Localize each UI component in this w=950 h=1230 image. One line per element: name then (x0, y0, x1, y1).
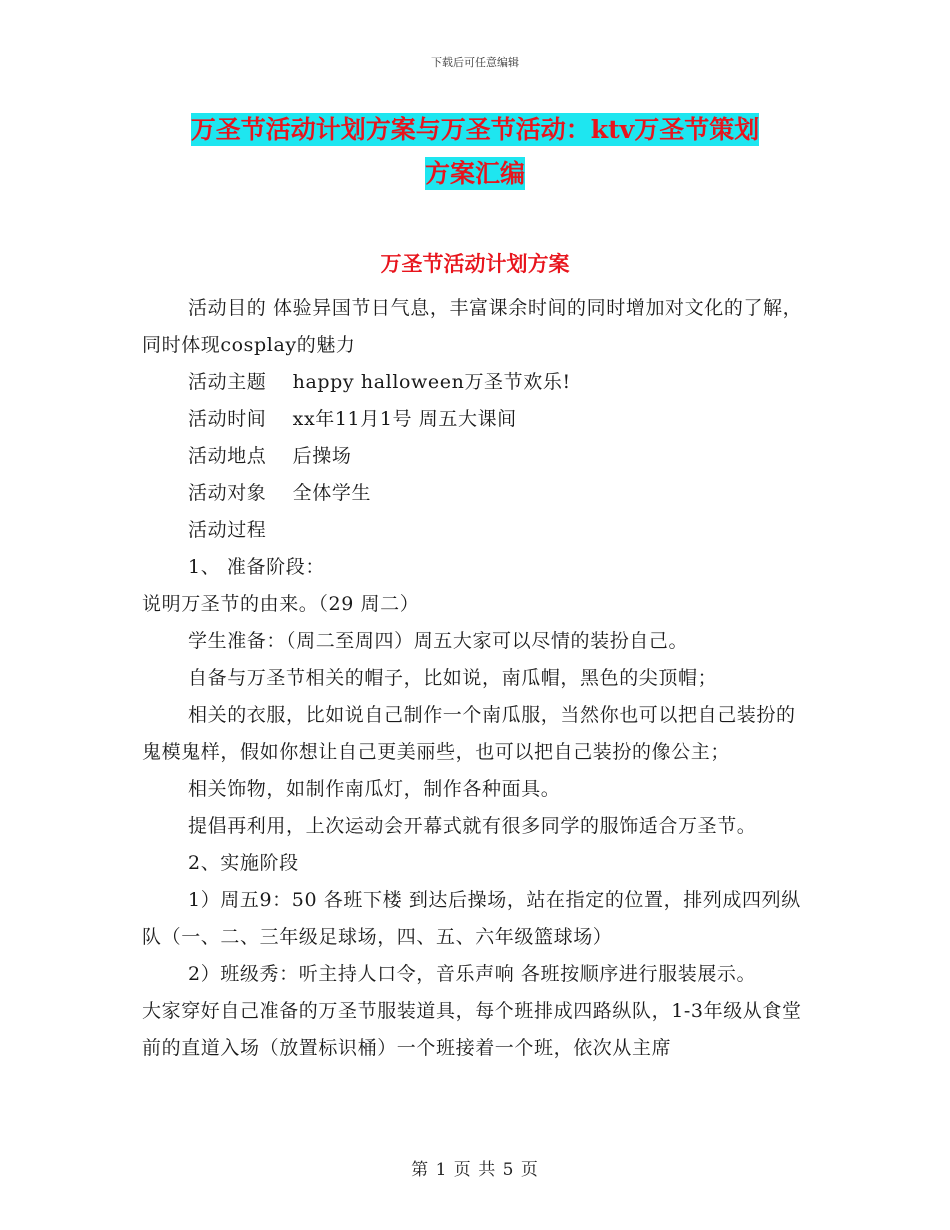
document-body (142, 290, 812, 1067)
paragraph-step-1: 1）周五9：50 各班下楼 到达后操场，站在指定的位置，排列成四列纵队（一、二、三年级足球场，四、五、六年级篮球场） (142, 889, 801, 948)
paragraph-process: 活动过程 (188, 519, 267, 541)
paragraph-clothes: 相关的衣服，比如说自己制作一个南瓜服，当然你也可以把自己装扮的鬼模鬼样，假如你想让自己更美丽些，也可以把自己装扮的像公主； (142, 704, 796, 763)
page-footer-number: 第 1 页 共 5 页 (411, 1160, 539, 1180)
paragraph-student-prep: 学生准备：（周二至周四）周五大家可以尽情的装扮自己。 (188, 630, 689, 652)
paragraph-stage-2: 2、实施阶段 (188, 852, 299, 874)
paragraph-hats: 自备与万圣节相关的帽子，比如说，南瓜帽，黑色的尖顶帽； (188, 667, 718, 689)
document-title-line-2: 方案汇编 (424, 159, 525, 188)
document-title (140, 108, 810, 196)
paragraph-time: 活动时间 xx年11月1号 周五大课间 (188, 408, 517, 430)
paragraph-audience: 活动对象 全体学生 (188, 482, 372, 504)
paragraph-location: 活动地点 后操场 (188, 445, 352, 467)
paragraph-purpose: 活动目的 体验异国节日气息，丰富课余时间的同时增加对文化的了解，同时体现cosplay的魅力 (142, 297, 803, 356)
paragraph-costume-parade: 大家穿好自己准备的万圣节服装道具，每个班排成四路纵队，1-3年级从食堂前的直道入场（放置标识桶）一个班接着一个班，依次从主席 (142, 1000, 802, 1059)
page-header-note: 下载后可任意编辑 (431, 56, 519, 69)
section-title: 万圣节活动计划方案 (380, 251, 570, 276)
document-title-line-1: 万圣节活动计划方案与万圣节活动：ktv万圣节策划 (190, 115, 760, 144)
paragraph-theme: 活动主题 happy halloween万圣节欢乐! (188, 371, 571, 393)
paragraph-accessories: 相关饰物，如制作南瓜灯，制作各种面具。 (188, 778, 561, 800)
paragraph-reuse: 提倡再利用，上次运动会开幕式就有很多同学的服饰适合万圣节。 (188, 815, 757, 837)
paragraph-step-2: 2）班级秀：听主持人口令，音乐声响 各班按顺序进行服装展示。 (188, 963, 757, 985)
paragraph-stage-1: 1、 准备阶段： (188, 556, 325, 578)
paragraph-origin: 说明万圣节的由来。（29 周二） (142, 593, 420, 615)
